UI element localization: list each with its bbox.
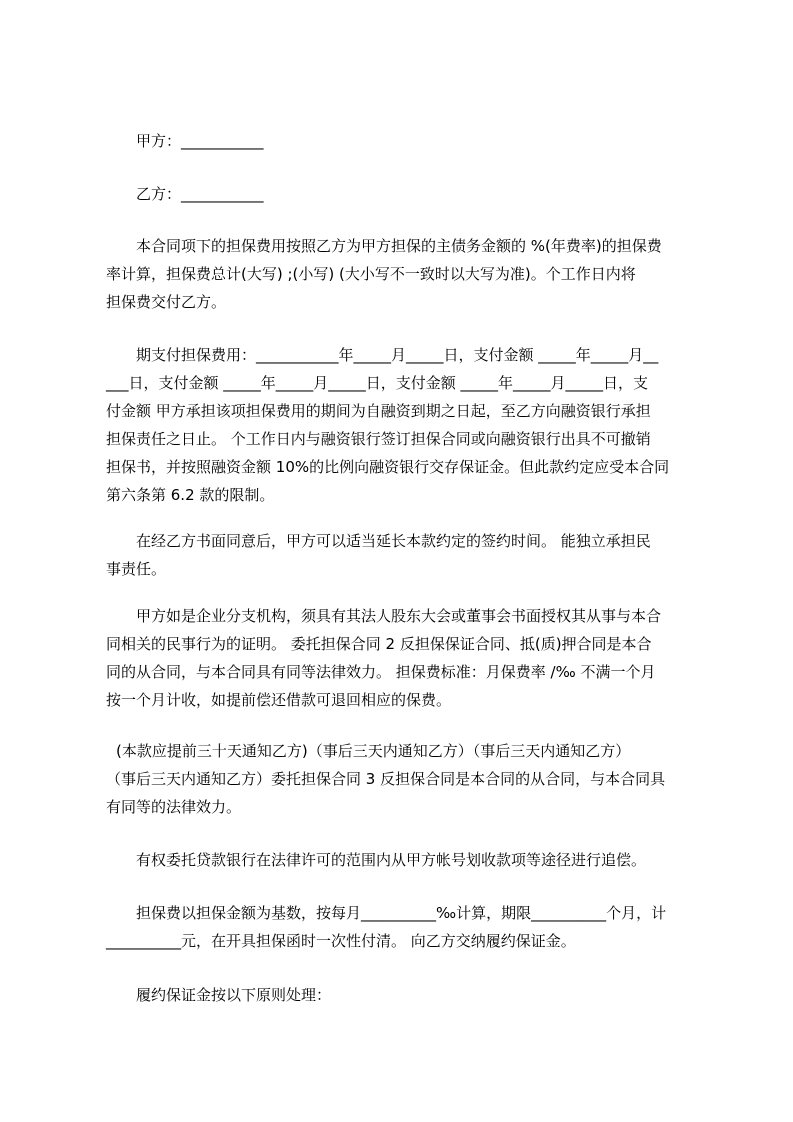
text-line: 同相关的民事行为的证明。 委托担保合同 2 反担保保证合同、抵(质)押合同是本合 [106,635,652,653]
paragraph-payment-schedule [106,341,706,509]
party-b-line [106,180,706,208]
paragraph-guarantee-fee [106,232,706,316]
text-line: 有权委托贷款银行在法律许可的范围内从甲方帐号划收款项等途径进行追偿。 [136,851,647,869]
paragraph-deposit-principles [106,981,706,1009]
paragraph-fee-basis [106,899,706,955]
text-line: 同的从合同，与本合同具有同等法律效力。 担保费标准：月保费率 /‰ 不满一个月 [106,663,656,681]
text-line: 履约保证金按以下原则处理： [136,986,332,1004]
text-line: 担保责任之日止。 个工作日内与融资银行签订担保合同或向融资银行出具不可撤销 [106,430,651,448]
text-line: 率计算，担保费总计(大写) ;(小写) (大小写不一致时以大写为准)。个工作日内将 [106,265,636,283]
text-line: 甲方如是企业分支机构，须具有其法人股东大会或董事会书面授权其从事与本合 [136,607,662,625]
text-line: ___日，支付金额 _____年_____月_____日，支付金额 _____年_____月_____日，支 [106,374,649,392]
text-line: （事后三天内通知乙方）委托担保合同 3 反担保合同是本合同的从合同，与本合同具 [106,770,666,788]
text-line: 担保费以担保金额为基数，按每月__________‰计算，期限__________个月，计 [136,904,667,922]
text-line: __________元，在开具担保函时一次性付清。 向乙方交纳履约保证金。 [106,932,576,950]
paragraph-branch-authorization [106,602,706,714]
text-line: 付金额 甲方承担该项担保费用的期间为自融资到期之日起，至乙方向融资银行承担 [106,402,651,420]
text-line: 担保费交付乙方。 [106,293,227,311]
text-line: 本合同项下的担保费用按照乙方为甲方担保的主债务金额的 %(年费率)的担保费 [136,237,662,255]
party-a-line [106,127,706,155]
text-line: 第六条第 6.2 款的限制。 [106,486,275,504]
text-line: 期支付担保费用：___________年_____月_____日，支付金额 _____年_____月__ [136,346,659,364]
text-line: 事责任。 [106,560,167,578]
text-line: 按一个月计收，如提前偿还借款可退回相应的保费。 [106,691,452,709]
party-b-text: 乙方：___________ [136,185,264,203]
text-line: 在经乙方书面同意后，甲方可以适当延长本款约定的签约时间。 能独立承担民 [136,532,651,550]
paragraph-notification [106,737,706,821]
paragraph-recourse [106,846,706,874]
text-line: 有同等的法律效力。 [106,798,242,816]
text-line: 担保书，并按照融资金额 10%的比例向融资银行交存保证金。但此款约定应受本合同 [106,458,670,476]
text-line: (本款应提前三十天通知乙方)（事后三天内通知乙方）（事后三天内通知乙方） [116,742,631,760]
paragraph-extension [106,527,706,583]
party-a-text: 甲方：___________ [136,132,264,150]
